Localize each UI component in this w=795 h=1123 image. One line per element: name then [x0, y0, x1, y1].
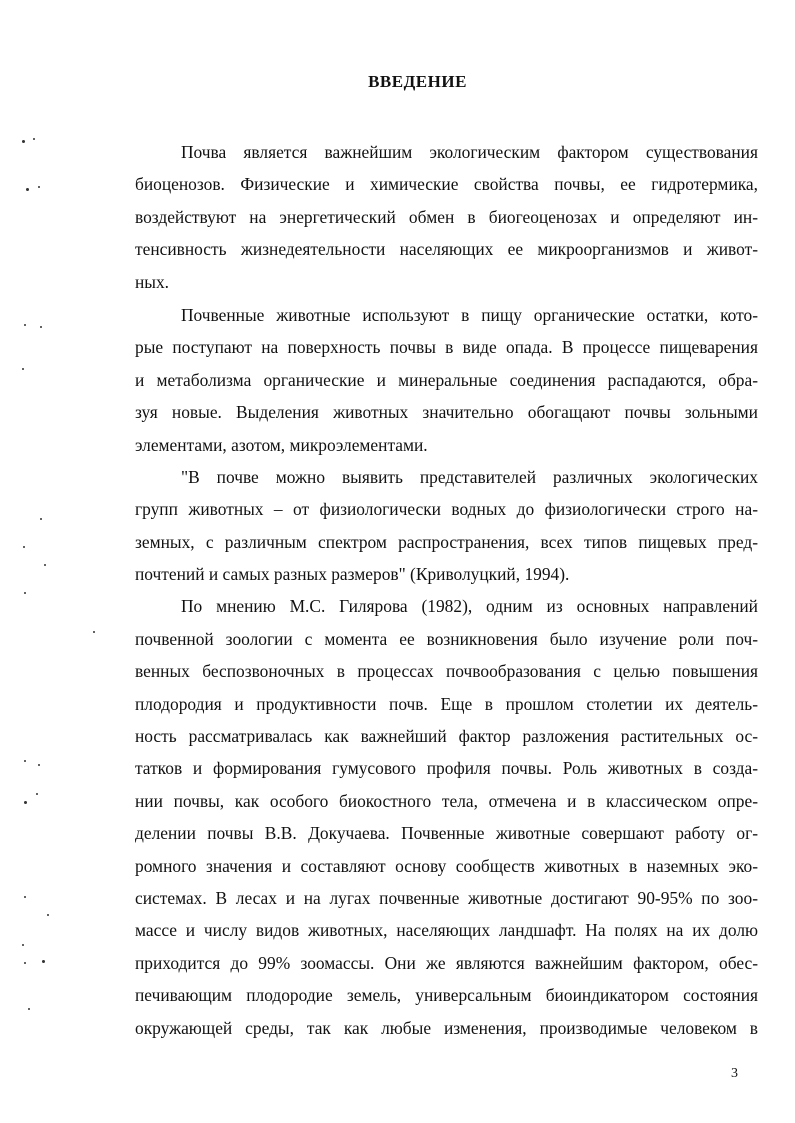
scan-speck: [24, 324, 26, 326]
text-line: венных беспозвоночных в процессах почвообразования с целью повышения: [135, 661, 758, 682]
scan-speck: [23, 546, 25, 548]
page-title: ВВЕДЕНИЕ: [368, 72, 467, 91]
text-line: По мнению М.С. Гилярова (1982), одним из основных направлений: [181, 596, 758, 617]
scan-speck: [42, 960, 45, 963]
scan-speck: [47, 914, 49, 916]
scan-speck: [24, 801, 27, 804]
text-line: земных, с различным спектром распространения, всех типов пищевых пред-: [135, 531, 758, 552]
scan-speck: [22, 368, 24, 370]
scan-speck: [22, 140, 25, 143]
scan-speck: [44, 564, 46, 566]
text-line: и метаболизма органические и минеральные соединения распадаются, обра-: [135, 369, 758, 390]
text-line: зуя новые. Выделения животных значительно обогащают почвы зольными: [135, 402, 758, 423]
text-line: системах. В лесах и на лугах почвенные животные достигают 90-95% по зоо-: [135, 887, 758, 908]
text-line: массе и числу видов животных, населяющих ландшафт. На полях на их долю: [135, 920, 758, 941]
text-line: биоценозов. Физические и химические свойства почвы, ее гидротермика,: [135, 174, 758, 195]
text-line: окружающей среды, так как любые изменения, производимые человеком в: [135, 1017, 758, 1038]
text-line: групп животных – от физиологически водных до физиологически строго на-: [135, 499, 758, 520]
text-line: элементами, азотом, микроэлементами.: [135, 434, 428, 455]
page-number: 3: [731, 1066, 738, 1081]
text-line: ность рассматривалась как важнейший фактор разложения растительных ос-: [135, 726, 758, 747]
scan-speck: [26, 188, 29, 191]
text-line: печивающим плодородие земель, универсальным биоиндикатором состояния: [135, 985, 758, 1006]
text-line: приходится до 99% зоомассы. Они же являются важнейшим фактором, обес-: [135, 952, 758, 973]
scan-speck: [33, 138, 35, 140]
text-line: Почвенные животные используют в пищу органические остатки, кото-: [181, 304, 758, 325]
text-line: нии почвы, как особого биокостного тела, отмечена и в классическом опре-: [135, 790, 758, 811]
text-line: рые поступают на поверхность почвы в виде опада. В процессе пищеварения: [135, 337, 758, 358]
text-line: "В почве можно выявить представителей различных экологических: [181, 466, 758, 487]
text-line: тенсивность жизнедеятельности населяющих ее микроорганизмов и живот-: [135, 239, 758, 260]
body-text: [135, 136, 758, 1044]
scan-speck: [36, 793, 38, 795]
text-line: почтений и самых разных размеров" (Криволуцкий, 1994).: [135, 564, 570, 585]
text-line: плодородия и продуктивности почв. Еще в прошлом столетии их деятель-: [135, 693, 758, 714]
scan-speck: [93, 631, 95, 633]
text-line: почвенной зоологии с момента ее возникновения было изучение роли поч-: [135, 628, 758, 649]
scan-speck: [38, 764, 40, 766]
text-line: ных.: [135, 271, 170, 292]
text-line: ромного значения и составляют основу сообществ животных в наземных эко-: [135, 855, 758, 876]
scan-speck: [24, 896, 26, 898]
scan-speck: [38, 186, 40, 188]
scan-speck: [24, 962, 26, 964]
text-line: татков и формирования гумусового профиля почвы. Роль животных в созда-: [135, 758, 758, 779]
text-line: делении почвы В.В. Докучаева. Почвенные животные совершают работу ог-: [135, 823, 758, 844]
scan-speck: [28, 1008, 30, 1010]
text-line: воздействуют на энергетический обмен в биогеоценозах и определяют ин-: [135, 206, 758, 227]
scan-speck: [40, 518, 42, 520]
scan-speck: [22, 944, 24, 946]
scan-speck: [24, 760, 26, 762]
scan-speck: [24, 592, 26, 594]
scan-speck: [40, 326, 42, 328]
text-line: Почва является важнейшим экологическим фактором существования: [181, 142, 758, 162]
